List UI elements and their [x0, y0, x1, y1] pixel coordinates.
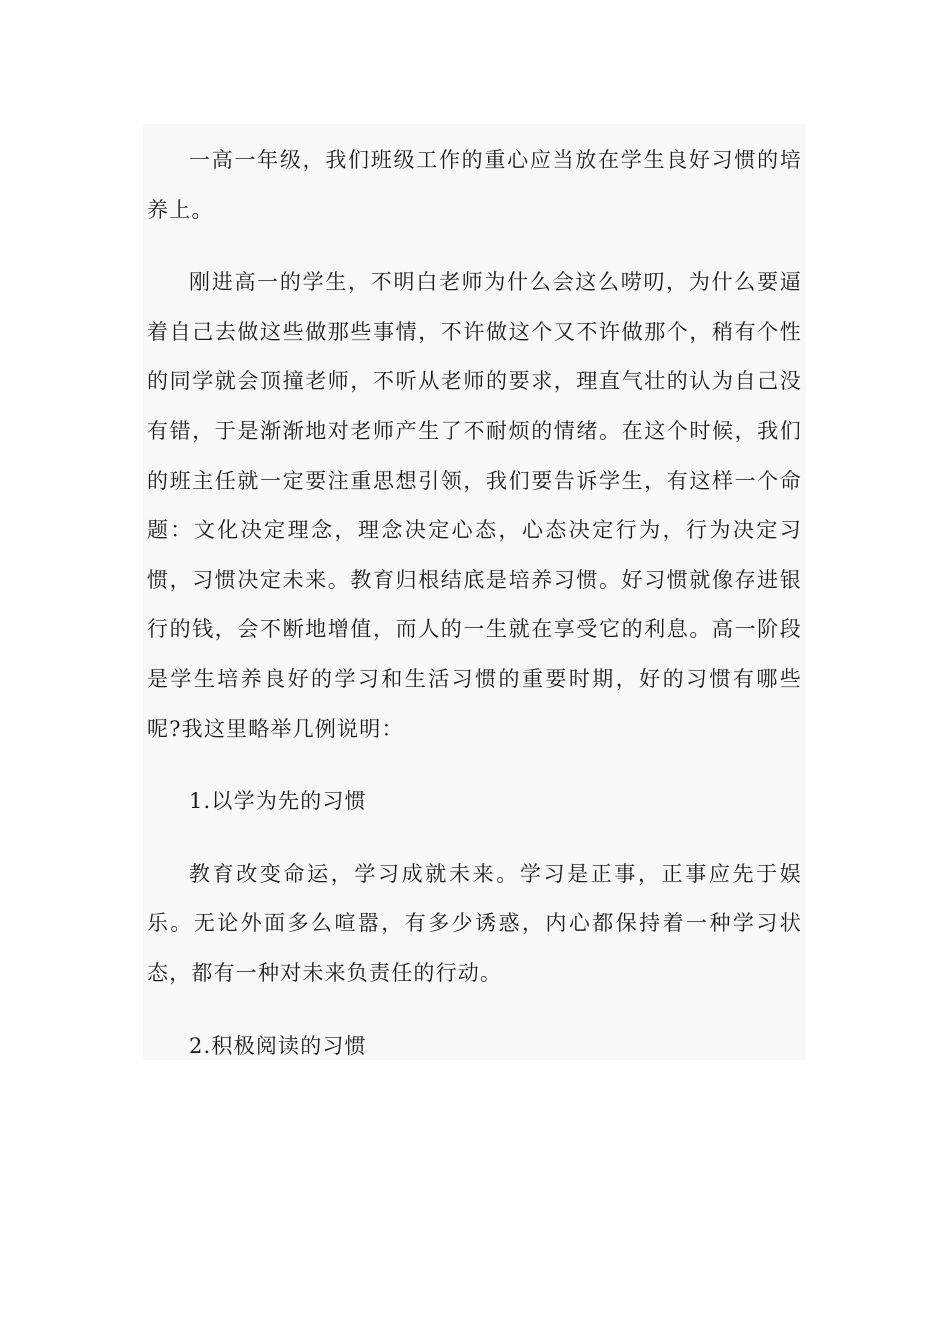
paragraph-gap — [147, 754, 802, 777]
paragraph-intro: 一高一年级，我们班级工作的重心应当放在学生良好习惯的培养上。 — [147, 148, 802, 222]
section-heading-2: 2.积极阅读的习惯 — [189, 1033, 367, 1058]
paragraph-main: 刚进高一的学生，不明白老师为什么会这么唠叨，为什么要逼着自己去做这些做那些事情，不许做这个又不许做那个，稍有个性的同学就会顶撞老师，不听从老师的要求，理直气壮的认为自己没有错，于是渐渐地对老师产生了不耐烦的情绪。在这个时候，我们的班主任就一定要注重思想引领，我们要告诉学生，有这样一个命题：文化决定理念，理念决定心态，心态决定行为，行为决定习惯，习惯决定未来。教育归根结底是培养习惯。好习惯就像存进银行的钱，会不断地增值，而人的一生就在享受它的利息。高一阶段是学生培养良好的学习和生活习惯的重要时期，好的习惯有哪些呢?我这里略举几例说明： — [147, 270, 802, 741]
document-body — [143, 124, 806, 1060]
paragraph-gap — [147, 827, 802, 850]
paragraph-section-1: 教育改变命运，学习成就未来。学习是正事，正事应先于娱乐。无论外面多么喧嚣，有多少诱惑，内心都保持着一种学习状态，都有一种对未来负责任的行动。 — [147, 861, 802, 985]
paragraph-gap — [147, 235, 802, 258]
section-heading-1: 1.以学为先的习惯 — [189, 789, 367, 814]
paragraph-gap — [147, 999, 802, 1022]
